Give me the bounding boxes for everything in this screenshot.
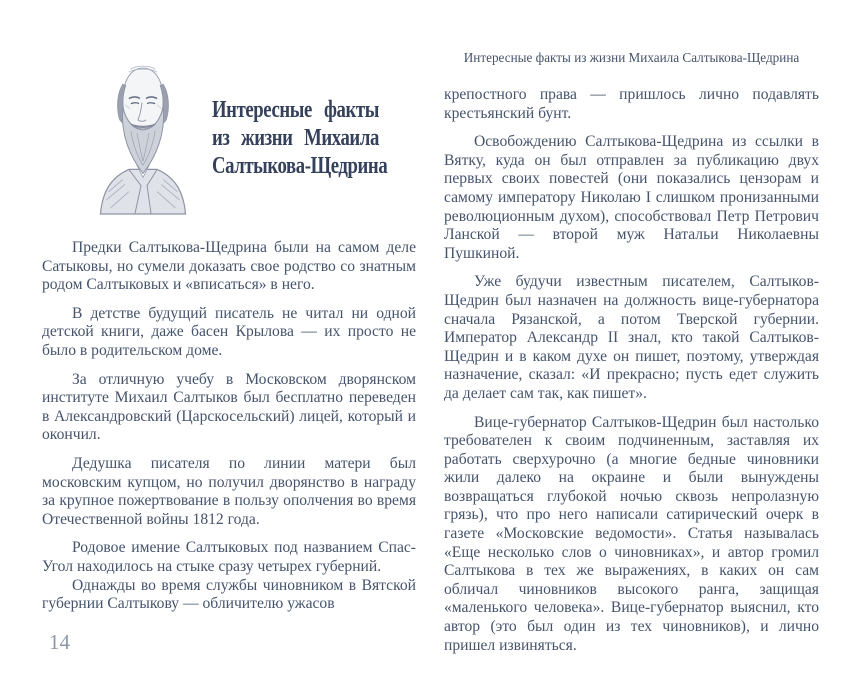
left-page-text-column (42, 239, 416, 614)
paragraph-estate: Родовое имение Салтыковых под названием Спас-Угол находилось на стыке сразу четырех губерний. (42, 539, 416, 575)
chapter-title (212, 96, 388, 180)
running-head: Интересные факты из жизни Михаила Салтыкова-Щедрина (463, 50, 800, 65)
paragraph-vyatka-start: Однажды во время службы чиновником в Вятской губернии Салтыкову — обличителю ужасов (42, 576, 416, 613)
paragraph-demanding-boss: Вице-губернатор Салтыков-Щедрин был настолько требователен к своим подчиненным, заставляя их работать сверхурочно (а многие бедные чиновники жили далеко на окраине и были вынуждены возвращаться глубокой ночью сквозь непролазную грязь), что про него написали сатирический очерк в газете «Московские ведомости». Статья называлась «Еще несколько слов о чиновниках», и автор громил Салтыкова в тех же выражениях, в каких он сам обличал чиновников высокого ранга, защищая «маленького человека». Вице-губернатор выяснил, кто автор (это был один из тех чиновников), и лично пришел извиняться. (444, 413, 819, 654)
paragraph-release-from-exile: Освобождению Салтыкова-Щедрина из ссылки в Вятку, куда он был отправлен за публикацию двух первых своих повестей (они показались цензорам и самому императору Николаю I слишком пронизанными революционным духом), способствовал Петр Петрович Ланской — второй муж Натальи Николаевны Пушкиной. (444, 133, 819, 262)
paragraph-ancestors: Предки Салтыкова-Щедрина были на самом деле Сатыковы, но сумели доказать свое родство со знатным родом Салтыковых и «вписаться» в него. (42, 239, 416, 294)
paragraph-childhood: В детстве будущий писатель не читал ни одной детской книги, даже басен Крылова — их просто не было в родительском доме. (42, 304, 416, 359)
paragraph-vyatka-continued: крепостного права — пришлось лично подавлять крестьянский бунт. (444, 86, 819, 122)
right-page-text-column (444, 86, 819, 655)
page-number: 14 (49, 630, 70, 654)
author-portrait-engraving (84, 58, 202, 216)
portrait-illustration (84, 58, 202, 216)
chapter-title-line-2: из жизни Михаила (212, 125, 379, 151)
chapter-title-line-1: Интересные факты (212, 97, 379, 123)
paragraph-grandfather: Дедушка писателя по линии матери был московским купцом, но получил дворянство в награду за крупное пожертвование в пользу ополчения во время Отечественной войны 1812 года. (42, 454, 416, 528)
paragraph-vice-governor-appointment: Уже будучи известным писателем, Салтыков-Щедрин был назначен на должность вице-губернатора сначала Рязанской, а потом Тверской губернии. Император Александр II знал, кто такой Салтыков-Щедрин и в каком духе он пишет, поэтому, утверждая назначение, сказал: «И прекрасно; пусть едет служить да делает сам так, как пишет». (444, 273, 819, 402)
paragraph-lyceum: За отличную учебу в Московском дворянском институте Михаил Салтыков был бесплатно переведен в Александровский (Царскосельский) лицей, который и окончил. (42, 370, 416, 444)
chapter-title-line-3: Салтыкова-Щедрина (212, 153, 388, 179)
